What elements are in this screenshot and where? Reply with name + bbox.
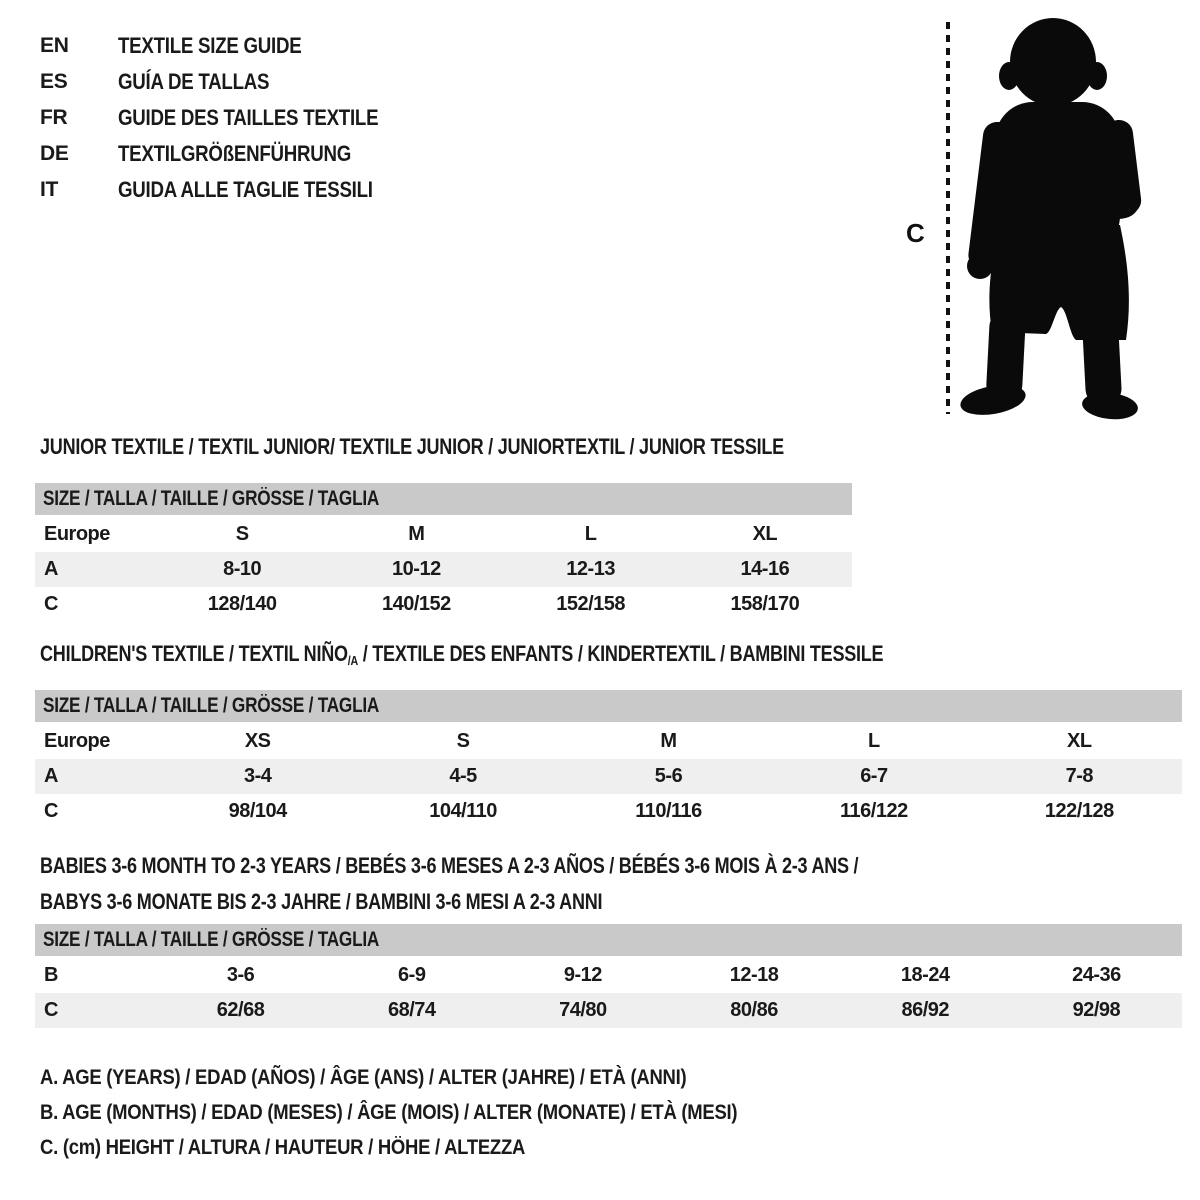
height-measure-label: C xyxy=(906,218,925,248)
language-header xyxy=(40,28,424,208)
table-cell: 18-24 xyxy=(900,964,950,986)
row-label: C xyxy=(44,800,58,822)
lang-code: DE xyxy=(40,142,69,165)
table-cell: 80/86 xyxy=(730,999,778,1021)
babies-title-text-1: BABIES 3-6 MONTH TO 2-3 YEARS / BEBÉS 3-6 MESES A 2-3 AÑOS / BÉBÉS 3-6 MOIS À 2-3 ANS / xyxy=(40,853,859,878)
lang-row-es xyxy=(40,64,424,100)
table-cell: 6-7 xyxy=(860,765,888,787)
table-cell: 128/140 xyxy=(207,593,277,615)
table-cell: 4-5 xyxy=(449,765,477,787)
row-label: Europe xyxy=(44,523,110,545)
table-cell: XL xyxy=(752,523,778,545)
lang-row-en xyxy=(40,28,424,64)
legend-row-a xyxy=(40,1060,832,1095)
lang-row-fr xyxy=(40,100,424,136)
table-cell: 12-18 xyxy=(729,964,779,986)
table-cell: 10-12 xyxy=(392,558,441,580)
row-label: Europe xyxy=(44,730,110,752)
table-row xyxy=(35,993,1182,1028)
children-title-rest: / TEXTILE DES ENFANTS / KINDERTEXTIL / BAMBINI TESSILE xyxy=(357,641,884,666)
size-header-bar xyxy=(35,690,1182,722)
legend-row-b xyxy=(40,1095,832,1130)
table-cell: 86/92 xyxy=(901,999,950,1021)
table-cell: 92/98 xyxy=(1072,999,1121,1021)
table-cell: L xyxy=(868,730,880,752)
table-row xyxy=(35,552,852,587)
lang-code: ES xyxy=(40,70,68,93)
table-cell: M xyxy=(408,523,425,545)
lang-title: GUIDA ALLE TAGLIE TESSILI xyxy=(118,177,373,202)
size-header-label: SIZE / TALLA / TAILLE / GRÖSSE / TAGLIA xyxy=(43,487,380,510)
measure-legend xyxy=(40,1060,832,1165)
size-header-bar xyxy=(35,483,852,515)
table-row xyxy=(35,724,1182,759)
lang-title: TEXTILGRÖßENFÜHRUNG xyxy=(118,141,352,166)
babies-title-line-1 xyxy=(40,848,1038,884)
junior-section-title: JUNIOR TEXTILE / TEXTIL JUNIOR/ TEXTILE JUNIOR / JUNIORTEXTIL / JUNIOR TESSILE xyxy=(40,434,784,459)
babies-title-text-2: BABYS 3-6 MONATE BIS 2-3 JAHRE / BAMBINI 3-6 MESI A 2-3 ANNI xyxy=(40,889,603,914)
legend-text: B. AGE (MONTHS) / EDAD (MESES) / ÂGE (MOIS) / ALTER (MONATE) / ETÀ (MESI) xyxy=(40,1100,738,1124)
table-cell: 7-8 xyxy=(1065,765,1093,787)
table-cell: 158/170 xyxy=(730,593,800,615)
size-header-label: SIZE / TALLA / TAILLE / GRÖSSE / TAGLIA xyxy=(43,694,380,717)
children-title-subscript: /A xyxy=(347,653,358,668)
table-row xyxy=(35,587,852,622)
junior-size-table xyxy=(35,483,852,622)
lang-title: GUIDE DES TAILLES TEXTILE xyxy=(118,105,379,130)
table-cell: 14-16 xyxy=(740,558,790,580)
legend-row-c xyxy=(40,1130,832,1165)
legend-text: A. AGE (YEARS) / EDAD (AÑOS) / ÂGE (ANS) / ALTER (JAHRE) / ETÀ (ANNI) xyxy=(40,1065,687,1089)
table-cell: 140/152 xyxy=(381,593,451,615)
table-cell: 5-6 xyxy=(654,765,683,787)
table-cell: 24-36 xyxy=(1072,964,1121,986)
lang-code: IT xyxy=(40,178,59,201)
table-cell: XL xyxy=(1067,730,1092,752)
lang-row-it xyxy=(40,172,424,208)
children-section-title xyxy=(40,640,883,675)
legend-text: C. (cm) HEIGHT / ALTURA / HAUTEUR / HÖHE / ALTEZZA xyxy=(40,1135,526,1159)
children-title-main: CHILDREN'S TEXTILE / TEXTIL NIÑO xyxy=(40,641,348,666)
table-cell: 116/122 xyxy=(840,800,908,822)
row-label: C xyxy=(44,999,58,1021)
babies-section-title xyxy=(40,848,1038,920)
table-cell: 3-6 xyxy=(226,964,255,986)
row-label: A xyxy=(44,558,58,580)
lang-title: TEXTILE SIZE GUIDE xyxy=(118,33,302,58)
row-label: B xyxy=(44,964,58,986)
baby-silhouette-icon xyxy=(958,18,1143,422)
table-cell: 98/104 xyxy=(228,800,287,822)
lang-code: EN xyxy=(40,34,69,57)
table-cell: M xyxy=(660,730,677,752)
table-cell: 8-10 xyxy=(223,558,262,580)
babies-title-line-2 xyxy=(40,884,1038,920)
table-cell: 6-9 xyxy=(398,964,426,986)
table-row xyxy=(35,759,1182,794)
size-header-label: SIZE / TALLA / TAILLE / GRÖSSE / TAGLIA xyxy=(43,928,380,951)
table-cell: 104/110 xyxy=(429,800,497,822)
table-row xyxy=(35,517,852,552)
size-header-bar xyxy=(35,924,1182,956)
table-cell: 74/80 xyxy=(559,999,607,1021)
table-cell: 62/68 xyxy=(216,999,265,1021)
table-cell: 68/74 xyxy=(387,999,436,1021)
table-cell: 110/116 xyxy=(635,800,702,822)
table-cell: 122/128 xyxy=(1044,800,1114,822)
table-cell: S xyxy=(456,730,470,752)
babies-size-table xyxy=(35,924,1182,1028)
lang-code: FR xyxy=(40,106,68,129)
table-cell: XS xyxy=(244,730,271,752)
lang-row-de xyxy=(40,136,424,172)
table-cell: L xyxy=(584,523,597,545)
table-row xyxy=(35,794,1182,829)
table-cell: 9-12 xyxy=(563,964,602,986)
table-cell: 12-13 xyxy=(566,558,615,580)
row-label: A xyxy=(44,765,58,787)
table-row xyxy=(35,958,1182,993)
table-cell: 152/158 xyxy=(556,593,626,615)
children-size-table xyxy=(35,690,1182,829)
table-cell: 3-4 xyxy=(243,765,272,787)
row-label: C xyxy=(44,593,58,615)
table-cell: S xyxy=(235,523,249,545)
lang-title: GUÍA DE TALLAS xyxy=(118,69,270,94)
baby-silhouette-figure xyxy=(898,10,1170,422)
